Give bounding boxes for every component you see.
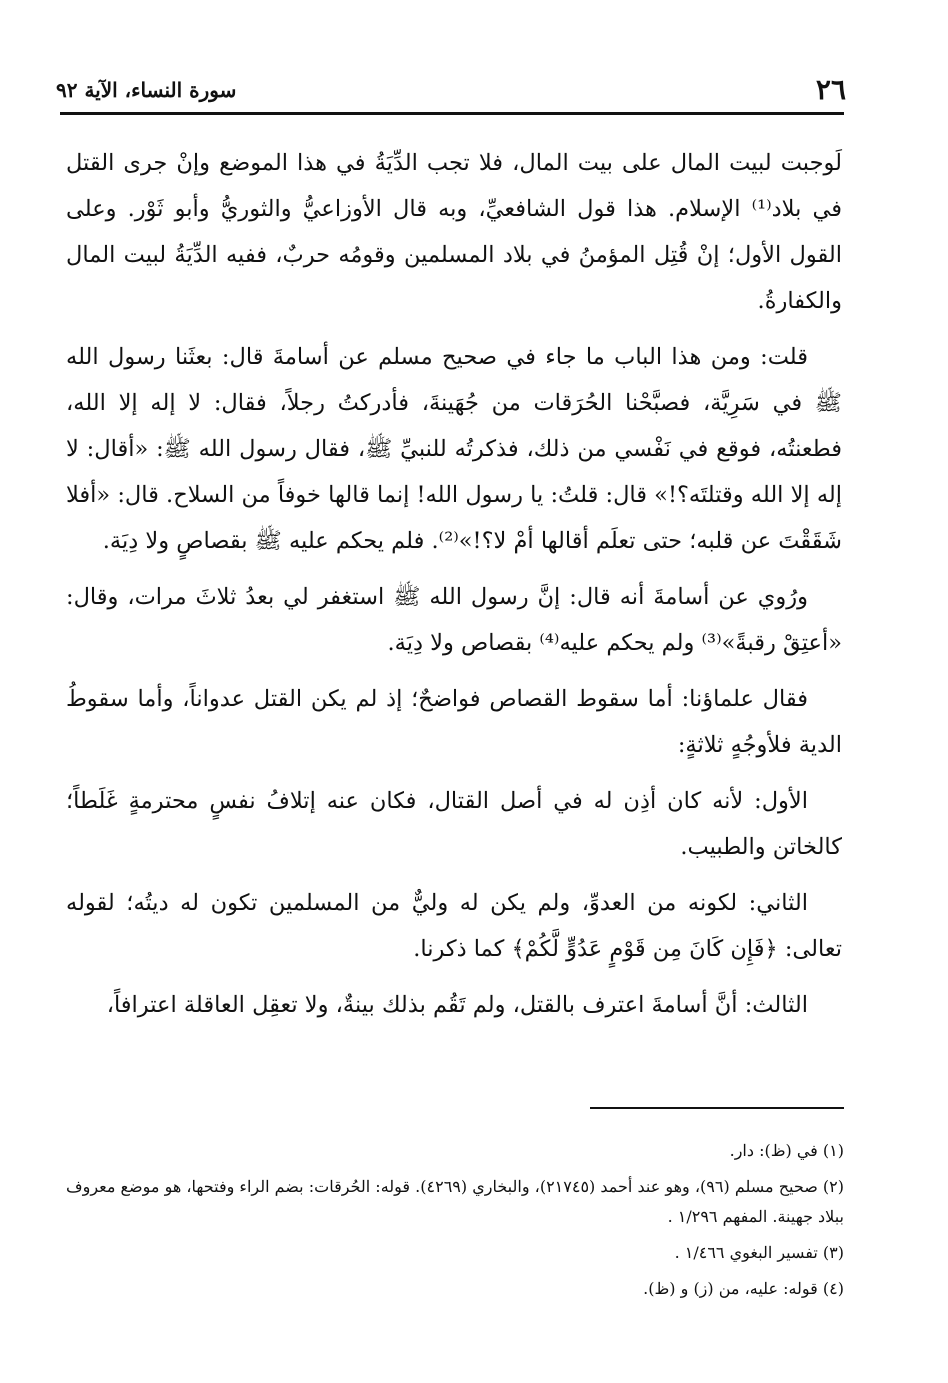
page-number: ٢٦ xyxy=(815,73,846,106)
paragraph-5: الأول: لأنه كان أذِن له في أصل القتال، فكان عنه إتلافُ نفسٍ محترمةٍ غَلَطاً؛ كالخاتن والطبيب. xyxy=(66,788,842,860)
footnote-divider xyxy=(590,1107,844,1109)
footnote-2: (٢) صحيح مسلم (٩٦)، وهو عند أحمد (٢١٧٤٥)، والبخاري (٤٢٦٩). قوله: الحُرقات: بضم الراء وفتحها، هو موضع معروف ببلاد جهينة. المفهم ١/٢٩٦ . xyxy=(66,1177,844,1226)
paragraph-1: لَوجبت لبيت المال على بيت المال، فلا تجب الدِّيَةُ في هذا الموضع وإنْ جرى القتل في بلاد⁽¹⁾ الإسلام. هذا قول الشافعيِّ، وبه قال الأوزاعيُّ والثوريُّ وأبو ثَوْر. وعلى القول الأول؛ إنْ قُتِل المؤمنُ في بلاد المسلمين وقومُه حربٌ، ففيه الدِّيَةُ لبيت المال والكفارةُ. xyxy=(66,150,842,314)
footnote-4: (٤) قوله: عليه، من (ز) و (ظ). xyxy=(643,1279,844,1298)
header-divider xyxy=(60,112,844,115)
footnote-1: (١) في (ظ): دار. xyxy=(729,1141,844,1160)
footnote-3: (٣) تفسير البغوي ١/٤٦٦ . xyxy=(674,1243,844,1262)
paragraph-4: فقال علماؤنا: أما سقوط القصاص فواضحٌ؛ إذ لم يكن القتل عدواناً، وأما سقوطُ الدية فلأوجُهٍ ثلاثةٍ: xyxy=(66,686,842,758)
page-header xyxy=(56,72,846,108)
paragraph-3: ورُوي عن أسامةَ أنه قال: إنَّ رسول الله ﷺ استغفر لي بعدُ ثلاثَ مرات، وقال: «أعتِقْ رقبةً»⁽³⁾ ولم يحكم عليه⁽⁴⁾ بقصاص ولا دِيَة. xyxy=(66,584,842,656)
paragraph-7: الثالث: أنَّ أسامةَ اعترف بالقتل، ولم تَقُم بذلك بينةٌ، ولا تعقِل العاقلة اعترافاً، xyxy=(106,992,808,1018)
paragraph-2: قلت: ومن هذا الباب ما جاء في صحيح مسلم عن أسامةَ قال: بعثَنا رسول الله ﷺ في سَرِيَّة، فصبَّحْنا الحُرَقات من جُهَينةَ، فأدركتُ رجلاً، فقال: لا إله إلا الله، فطعنتُه، فوقع في نَفْسي من ذلك، فذكرتُه للنبيِّ ﷺ، فقال رسول الله ﷺ: «أقال: لا إله إلا الله وقتلتَه؟!» قال: قلتُ: يا رسول الله! إنما قالها خوفاً من السلاح. قال: «أفلا شَقَقْتَ عن قلبه؛ حتى تعلَم أقالها أمْ لا؟!»⁽²⁾. فلم يحكم عليه ﷺ بقصاصٍ ولا دِيَة. xyxy=(66,344,842,554)
main-text xyxy=(66,140,842,1038)
footnotes xyxy=(66,1136,844,1310)
running-title: سورة النساء، الآية ٩٢ xyxy=(56,78,237,102)
paragraph-6: الثاني: لكونه من العدوِّ، ولم يكن له وليٌّ من المسلمين تكون له ديتُه؛ لقوله تعالى: ﴿فَإِن كَانَ مِن قَوْمٍ عَدُوٍّ لَّكُمْ﴾ كما ذكرنا. xyxy=(66,890,842,962)
